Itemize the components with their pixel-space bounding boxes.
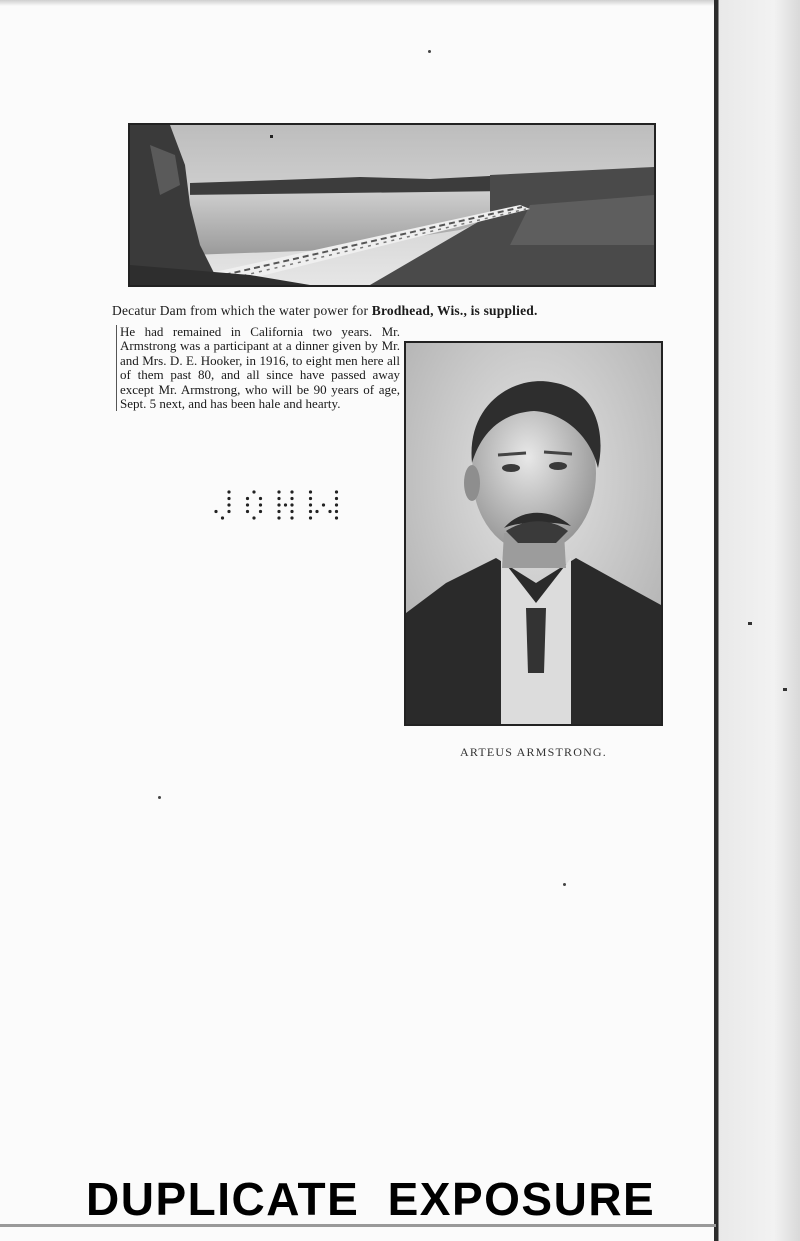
perforation-dot: [284, 503, 287, 506]
perforation-dot: [335, 497, 338, 500]
perforation-dot: [277, 503, 280, 506]
perforation-dot: [246, 510, 249, 513]
perforation-dot: [309, 516, 312, 519]
perforated-letters: [212, 486, 372, 526]
perforation-dot: [252, 490, 255, 493]
perforation-dot: [290, 516, 293, 519]
dam-caption-prefix: Decatur Dam from which the water power for: [112, 303, 372, 318]
perforation-dot: [227, 497, 230, 500]
perforated-mark: [212, 486, 372, 526]
perforation-dot: [335, 510, 338, 513]
perforation-dot: [277, 510, 280, 513]
perforation-dot: [277, 497, 280, 500]
perforation-dot: [309, 510, 312, 513]
perforation-dot: [335, 490, 338, 493]
dam-photograph: [128, 123, 656, 287]
perforation-dot: [227, 510, 230, 513]
perforation-dot: [252, 516, 255, 519]
portrait-caption: ARTEUS ARMSTRONG.: [459, 745, 608, 759]
speck: [428, 50, 431, 53]
perforation-dot: [335, 516, 338, 519]
portrait-photograph: [404, 341, 663, 726]
perforation-dot: [277, 490, 280, 493]
perforation-dot: [214, 510, 217, 513]
perforation-dot: [290, 490, 293, 493]
perforation-dot: [315, 510, 318, 513]
perforation-dot: [277, 516, 280, 519]
perforation-dot: [259, 503, 262, 506]
perforation-dot: [309, 503, 312, 506]
perforation-dot: [309, 497, 312, 500]
perforation-dot: [322, 503, 325, 506]
perforation-dot: [328, 510, 331, 513]
perforation-dot: [259, 510, 262, 513]
perforation-dot: [246, 503, 249, 506]
speck: [563, 883, 566, 886]
perforation-dot: [246, 497, 249, 500]
perforation-dot: [290, 510, 293, 513]
perforation-dot: [259, 497, 262, 500]
perforation-dot: [227, 490, 230, 493]
duplicate-exposure-stamp: DUPLICATE EXPOSURE: [86, 1173, 656, 1225]
edge-speck: [748, 622, 752, 625]
speck: [158, 796, 161, 799]
perforation-dot: [290, 497, 293, 500]
perforation-dot: [335, 503, 338, 506]
article-text: He had remained in California two years. Mr. Armstrong was a participant at a dinner given by Mr. and Mrs. D. E. Hooker, in 1916, to eight men here all of them past 80, and all since have passed away except Mr. Armstrong, who will be 90 years of age, Sept. 5 next, and has been hale and hearty.: [116, 325, 400, 411]
perforation-dot: [227, 503, 230, 506]
perforation-dot: [309, 490, 312, 493]
perforation-dot: [290, 503, 293, 506]
dam-caption: [112, 303, 672, 319]
page-edge-shadow: [714, 0, 800, 1241]
perforation-dot: [221, 516, 224, 519]
dam-caption-bold: Brodhead, Wis., is supplied.: [371, 303, 538, 318]
edge-speck: [783, 688, 787, 691]
top-border: [0, 0, 716, 6]
